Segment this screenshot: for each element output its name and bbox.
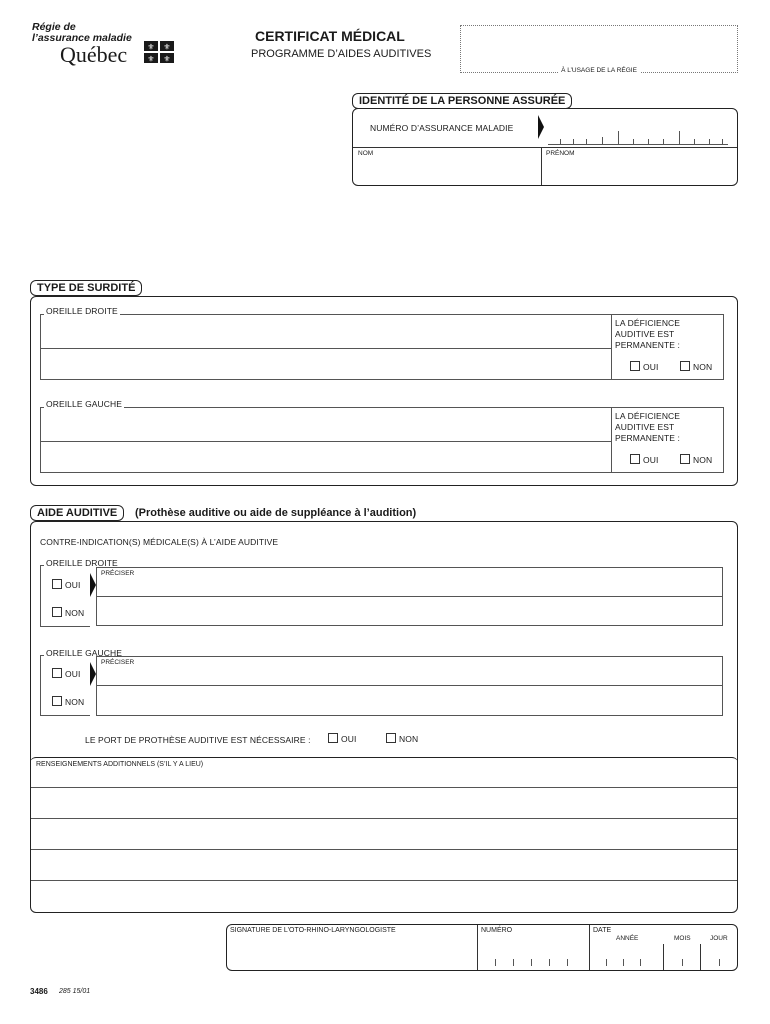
- date-label: DATE: [593, 927, 612, 934]
- additional-info-label: RENSEIGNEMENTS ADDITIONNELS (S’IL Y A LIEU): [36, 761, 204, 768]
- form-version: 285 15/01: [59, 988, 91, 995]
- date-jour-field[interactable]: [702, 950, 736, 968]
- checkbox-icon: [386, 733, 396, 743]
- checkbox-icon: [52, 696, 62, 706]
- aid-right-preciser-field-1[interactable]: [97, 577, 722, 595]
- deafness-right-permanent-label: LA DÉFICIENCE AUDITIVE EST PERMANENTE :: [615, 318, 681, 350]
- aid-left-ear-label: OREILLE GAUCHE: [46, 648, 123, 658]
- numero-field[interactable]: [480, 950, 588, 968]
- deafness-right-oui-checkbox[interactable]: OUI: [630, 361, 658, 372]
- aid-right-ear-label: OREILLE DROITE: [46, 558, 118, 568]
- annee-label: ANNÉE: [616, 935, 639, 942]
- fleur-de-lis-flag-icon: [144, 41, 174, 63]
- logo-line1: Régie de: [32, 21, 76, 33]
- deafness-left-oui-checkbox[interactable]: OUI: [630, 454, 658, 465]
- nom-label: NOM: [358, 150, 374, 157]
- deafness-left-ear-field-2[interactable]: [41, 442, 610, 472]
- signature-field[interactable]: [228, 936, 476, 969]
- hearing-aid-section-subtitle: (Prothèse auditive ou aide de suppléance à l’audition): [135, 507, 417, 519]
- numero-label: NUMÉRO: [481, 927, 513, 934]
- nam-arrow-icon: [538, 115, 544, 139]
- nom-field[interactable]: [355, 158, 540, 184]
- svg-text:⚜: ⚜: [147, 42, 155, 52]
- identity-section-title: IDENTITÉ DE LA PERSONNE ASSURÉE: [352, 93, 572, 109]
- checkbox-icon: [630, 361, 640, 371]
- deafness-left-non-checkbox[interactable]: NON: [680, 454, 712, 465]
- signature-label: SIGNATURE DE L’OTO-RHINO-LARYNGOLOGISTE: [230, 927, 396, 934]
- checkbox-icon: [630, 454, 640, 464]
- nam-field[interactable]: [548, 125, 728, 145]
- deafness-right-ear-label: OREILLE DROITE: [46, 306, 118, 316]
- svg-text:⚜: ⚜: [147, 54, 155, 63]
- regie-logo: [32, 22, 182, 68]
- jour-label: JOUR: [710, 935, 728, 942]
- checkbox-icon: [680, 361, 690, 371]
- date-annee-field[interactable]: [592, 950, 662, 968]
- aid-right-oui-checkbox[interactable]: OUI: [52, 579, 80, 590]
- deafness-left-ear-label: OREILLE GAUCHE: [46, 399, 123, 409]
- additional-info-line-3[interactable]: [31, 819, 737, 848]
- aid-right-preciser-label: PRÉCISER: [101, 570, 135, 577]
- aid-left-preciser-field-2[interactable]: [97, 686, 722, 715]
- date-mois-field[interactable]: [665, 950, 699, 968]
- mois-label: MOIS: [674, 935, 691, 942]
- additional-info-line-4[interactable]: [31, 850, 737, 879]
- contra-indication-label: CONTRE-INDICATION(S) MÉDICALE(S) À L’AIDE AUDITIVE: [40, 537, 279, 547]
- hearing-aid-section-title: AIDE AUDITIVE: [30, 505, 124, 521]
- aid-left-preciser-field-1[interactable]: [97, 666, 722, 684]
- deafness-section-title: TYPE DE SURDITÉ: [30, 280, 142, 296]
- prenom-label: PRÉNOM: [546, 150, 575, 157]
- checkbox-icon: [680, 454, 690, 464]
- aid-left-non-checkbox[interactable]: NON: [52, 696, 84, 707]
- aid-right-non-checkbox[interactable]: NON: [52, 607, 84, 618]
- aid-left-oui-checkbox[interactable]: OUI: [52, 668, 80, 679]
- form-subtitle: PROGRAMME D’AIDES AUDITIVES: [251, 48, 432, 60]
- nam-label: NUMÉRO D’ASSURANCE MALADIE: [370, 123, 514, 133]
- deafness-right-ear-field-1[interactable]: [41, 315, 610, 348]
- additional-info-line-2[interactable]: [31, 788, 737, 817]
- checkbox-icon: [52, 668, 62, 678]
- svg-text:⚜: ⚜: [163, 54, 171, 63]
- checkbox-icon: [52, 579, 62, 589]
- aid-necessary-label: LE PORT DE PROTHÈSE AUDITIVE EST NÉCESSAIRE :: [85, 735, 311, 745]
- deafness-right-non-checkbox[interactable]: NON: [680, 361, 712, 372]
- additional-info-line-5[interactable]: [31, 881, 737, 911]
- checkbox-icon: [52, 607, 62, 617]
- prenom-field[interactable]: [545, 158, 735, 184]
- deafness-left-permanent-label: LA DÉFICIENCE AUDITIVE EST PERMANENTE :: [615, 411, 681, 443]
- logo-quebec: Québec: [60, 42, 128, 67]
- aid-necessary-non-checkbox[interactable]: NON: [386, 733, 418, 744]
- form-title: CERTIFICAT MÉDICAL: [255, 28, 405, 44]
- deafness-left-ear-field-1[interactable]: [41, 408, 610, 441]
- aid-left-preciser-label: PRÉCISER: [101, 659, 135, 666]
- office-use-box: [460, 25, 738, 73]
- aid-right-preciser-field-2[interactable]: [97, 597, 722, 625]
- checkbox-icon: [328, 733, 338, 743]
- office-use-label: À L’USAGE DE LA RÉGIE: [460, 67, 738, 74]
- aid-necessary-oui-checkbox[interactable]: OUI: [328, 733, 356, 744]
- svg-text:⚜: ⚜: [163, 42, 171, 52]
- form-number: 3486: [30, 987, 48, 996]
- additional-info-line-1[interactable]: [31, 771, 737, 787]
- deafness-right-ear-field-2[interactable]: [41, 349, 610, 379]
- logo-line2: l’assurance maladie: [32, 32, 132, 44]
